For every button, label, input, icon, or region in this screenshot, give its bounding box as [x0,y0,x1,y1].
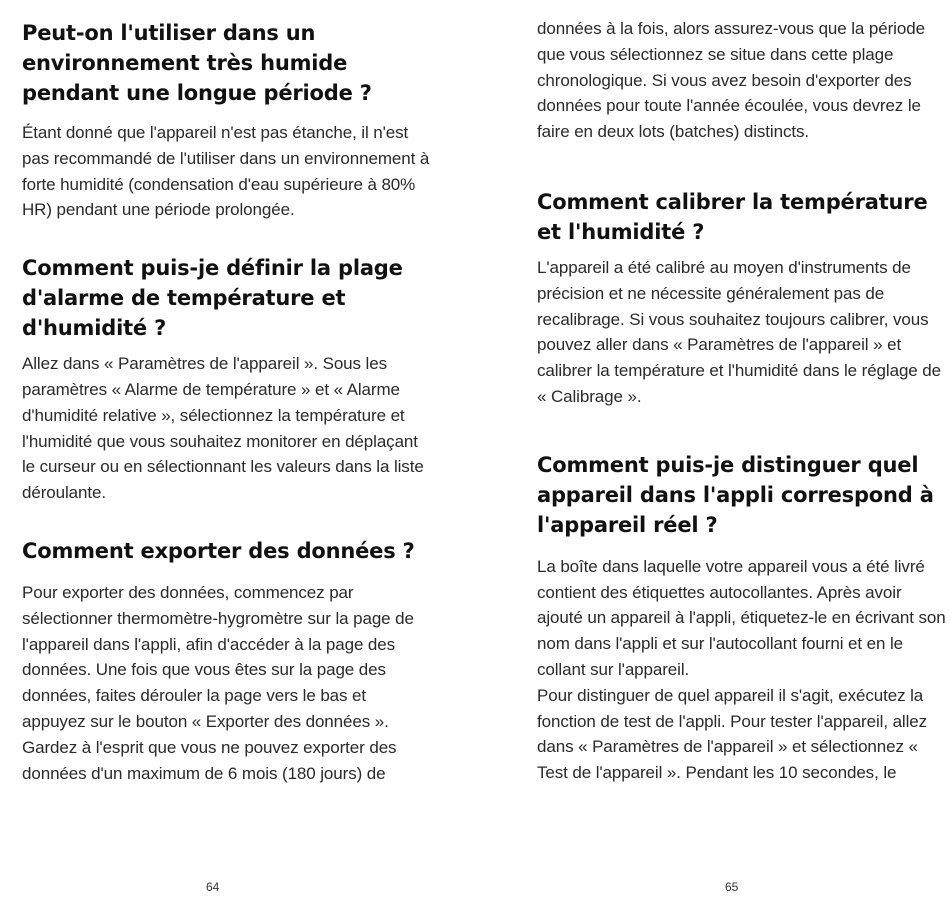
faq-alarm-range [22,253,432,506]
section-paragraph: Allez dans « Paramètres de l'appareil ». Sous les paramètres « Alarme de température » et « Alarme d'humidité relative », sélectionnez la température et l'humidité que vous souhaitez monitorer en déplaçant le curseur ou en sélectionnant les valeurs dans la liste déroulante. [22,354,424,503]
right-page [518,0,950,901]
section-paragraph: Étant donné que l'appareil n'est pas étanche, il n'est pas recommandé de l'utiliser dans un environnement à forte humidité (condensation d'eau supérieure à 80% HR) pendant une période prolongée. [22,123,430,220]
faq-export-data [22,536,432,786]
left-column [22,18,432,786]
right-column [537,18,947,786]
section-title: Comment exporter des données ? [22,538,415,563]
continued-paragraph: données à la fois, alors assurez-vous que la période que vous sélectionnez se situe dans cette plage chronologique. Si vous avez besoin d'exporter des données pour toute l'année écoulée, vous devrez le faire en deux lots (batches) distincts. [537,19,925,142]
section-title: Comment puis-je définir la plage d'alarme de température et d'humidité ? [22,256,403,341]
faq-humid-environment [22,18,432,223]
section-paragraph: Pour distinguer de quel appareil il s'agit, exécutez la fonction de test de l'appli. Pour tester l'appareil, allez dans « Paramètres de l'appareil » et sélectionnez « Test de l'appareil ». Pendant les 10 secondes, le [537,685,928,783]
section-paragraph: L'appareil a été calibré au moyen d'instruments de précision et ne nécessite généralement pas de recalibrage. Si vous souhaitez toujours calibrer, vous pouvez aller dans « Paramètres de l'appareil » et calibrer la température et l'humidité dans le réglage de « Calibrage ». [537,257,941,406]
section-title: Comment puis-je distinguer quel appareil dans l'appli correspond à l'appareil réel ? [537,452,934,537]
section-paragraph: Pour exporter des données, commencez par sélectionner thermomètre-hygromètre sur la page de l'appareil dans l'appli, afin d'accéder à la page des données. Une fois que vous êtes sur la page des données, faites dérouler la page vers le bas et appuyez sur le bouton « Exporter des données ». Gardez à l'esprit que vous ne pouvez exporter des données d'un maximum de 6 mois (180 jours) de [22,582,414,783]
page-number: 65 [725,880,739,894]
section-paragraph: La boîte dans laquelle votre appareil vous a été livré contient des étiquettes autocollantes. Après avoir ajouté un appareil à l'appli, étiquetez-le en écrivant son nom dans l'appli et sur l'autocollant fourni et en le collant sur l'appareil. [537,556,946,679]
left-page [0,0,430,901]
section-title: Peut-on l'utiliser dans un environnement très humide pendant une longue période ? [22,21,372,105]
faq-identify-device [537,450,947,786]
faq-calibration [537,187,947,410]
page-number: 64 [206,880,220,894]
section-title: Comment calibrer la température et l'humidité ? [537,189,928,244]
